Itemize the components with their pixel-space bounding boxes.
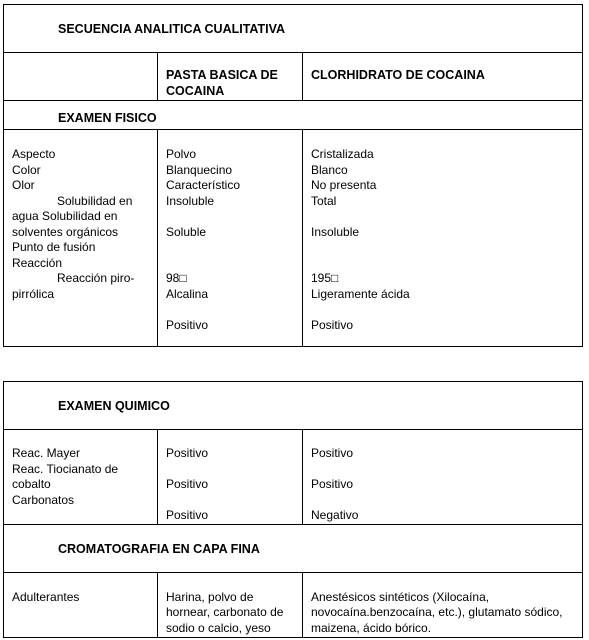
clorh-reaccion: Ligeramente ácida	[311, 286, 410, 301]
adulterantes-clorhidrato-cell	[303, 572, 583, 637]
clorh-solub-org: Insoluble	[311, 224, 360, 239]
section-row-fisico	[4, 101, 583, 130]
label-solubilidad-3: solventes orgánicos	[12, 224, 119, 239]
section-title-quimico: EXAMEN QUIMICO	[58, 399, 170, 413]
quimico-pasta-cell	[158, 430, 303, 525]
quimico-data-row	[4, 430, 583, 525]
label-aspecto: Aspecto	[12, 147, 56, 161]
header-empty-cell	[4, 53, 158, 101]
label-tiocianato-1: Reac. Tiocianato de	[12, 461, 119, 476]
pasta-fusion: 98□	[166, 271, 187, 285]
clorh-solub-agua: Total	[311, 193, 337, 208]
pasta-tiocianato: Positivo	[166, 477, 209, 491]
label-carbonatos: Carbonatos	[12, 492, 75, 507]
header-pasta-cell	[158, 53, 303, 101]
clorh-olor: No presenta	[311, 178, 377, 192]
pasta-adulterantes: Harina, polvo de hornear, carbonato de sodio o calcio, yeso	[166, 589, 284, 635]
fisico-pasta-cell	[158, 130, 303, 347]
section-row-quimico	[4, 382, 583, 430]
pasta-piro: Positivo	[166, 317, 209, 332]
section-cell-quimico	[4, 382, 583, 430]
fisico-clorhidrato-cell	[303, 130, 583, 347]
section-title-croma: CROMATOGRAFIA EN CAPA FINA	[58, 541, 260, 556]
clorh-mayer: Positivo	[311, 446, 354, 460]
section-cell-fisico	[4, 101, 583, 130]
table-quimico	[3, 381, 583, 638]
pasta-mayer: Positivo	[166, 446, 209, 460]
section-cell-croma	[4, 524, 583, 572]
label-reaccion: Reacción	[12, 255, 63, 270]
fisico-labels-cell	[4, 130, 158, 347]
header-pasta-line2: COCAINA	[166, 83, 225, 98]
label-piro-1: Reacción piro-	[57, 271, 135, 285]
pasta-reaccion: Alcalina	[166, 286, 209, 301]
title-cell	[4, 5, 583, 53]
pasta-solub-org: Soluble	[166, 224, 207, 239]
adulterantes-row	[4, 572, 583, 637]
header-clorhidrato: CLORHIDRATO DE COCAINA	[311, 68, 485, 82]
title-row	[4, 5, 583, 53]
header-clorhidrato-cell	[303, 53, 583, 101]
section-row-croma	[4, 524, 583, 572]
clorh-color: Blanco	[311, 162, 348, 177]
pasta-color: Blanquecino	[166, 162, 233, 177]
label-punto-fusion: Punto de fusión	[12, 240, 96, 254]
pasta-aspecto: Polvo	[166, 147, 197, 161]
quimico-labels-cell	[4, 430, 158, 525]
clorh-tiocianato: Positivo	[311, 477, 354, 491]
section-title-fisico: EXAMEN FISICO	[58, 111, 157, 125]
adulterantes-label-cell	[4, 572, 158, 637]
table-title: SECUENCIA ANALITICA CUALITATIVA	[58, 22, 286, 36]
table-secuencia	[3, 4, 583, 347]
fisico-data-row	[4, 130, 583, 347]
clorh-carbonatos: Negativo	[311, 508, 359, 522]
header-row	[4, 53, 583, 101]
pasta-olor: Característico	[166, 178, 241, 192]
label-adulterantes: Adulterantes	[12, 589, 80, 604]
label-color: Color	[12, 162, 41, 177]
label-mayer: Reac. Mayer	[12, 446, 81, 460]
label-tiocianato-2: cobalto	[12, 477, 51, 491]
adulterantes-pasta-cell	[158, 572, 303, 637]
label-olor: Olor	[12, 178, 35, 192]
label-solubilidad-2: agua Solubilidad en	[12, 209, 118, 223]
clorh-aspecto: Cristalizada	[311, 147, 374, 161]
clorh-piro: Positivo	[311, 317, 354, 332]
quimico-clorhidrato-cell	[303, 430, 583, 525]
pasta-solub-agua: Insoluble	[166, 193, 215, 208]
label-solubilidad-1: Solubilidad en	[57, 193, 133, 208]
clorh-adulterantes: Anestésicos sintéticos (Xilocaína, novocaína.benzocaína, etc.), glutamato sódico, maizena, ácido bórico.	[311, 589, 563, 635]
header-pasta-line1: PASTA BASICA DE	[166, 68, 278, 82]
pasta-carbonatos: Positivo	[166, 508, 209, 522]
label-piro-2: pirrólica	[12, 286, 55, 301]
clorh-fusion: 195□	[311, 271, 339, 285]
